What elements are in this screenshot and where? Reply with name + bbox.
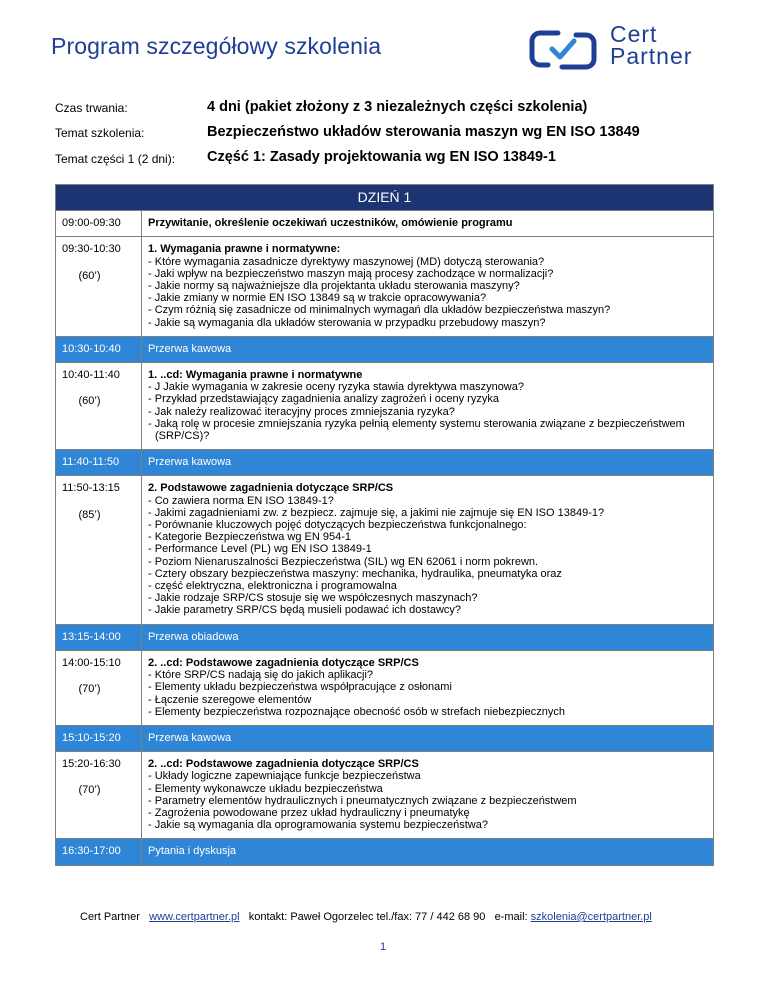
footer: [80, 911, 652, 923]
document-title: Program szczegółowy szkolenia: [51, 33, 382, 59]
logo-text-cert: Cert: [610, 21, 658, 47]
topic-item: - Jaką rolę w procesie zmniejszania ryzyka pełnią elementy systemu sterowania związane z bezpieczeństwem (SRP/CS)?: [148, 418, 707, 442]
break-label: Przerwa kawowa: [142, 450, 714, 476]
schedule-row: [56, 211, 714, 237]
topic-item: - Czym różnią się zasadnicze od minimalnych wymagań dla układów bezpieczeństwa maszyn?: [148, 304, 707, 316]
schedule-row: [56, 752, 714, 839]
session-duration: (70’): [78, 784, 101, 797]
schedule-table: [55, 184, 714, 866]
session-duration: (70’): [78, 683, 101, 696]
topic-list: [148, 495, 707, 617]
topic-item: - Porównanie kluczowych pojęć dotyczących bezpieczeństwa funkcjonalnego:: [148, 519, 707, 531]
topic-item: - Jaki wpływ na bezpieczeństwo maszyn mają procesy zachodzące w normalizacji?: [148, 268, 707, 280]
topic-item: - Które wymagania zasadnicze dyrektywy maszynowej (MD) dotyczą sterowania?: [148, 256, 707, 268]
topic-item: - Jakimi zagadnieniami zw. z bezpiecz. zajmuje się, a jakimi nie zajmuje się EN ISO 13849-1?: [148, 507, 707, 519]
topic-item: - Performance Level (PL) wg EN ISO 13849-1: [148, 543, 707, 555]
session-title: Przywitanie, określenie oczekiwań uczestników, omówienie programu: [148, 217, 513, 230]
day-header-row: [56, 185, 714, 211]
break-label: Przerwa kawowa: [142, 725, 714, 751]
topic-item: - Jakie są wymagania dla układów sterowania w przypadku przebudowy maszyn?: [148, 317, 707, 329]
duration-label: Czas trwania:: [55, 101, 128, 115]
time-slot: 10:30-10:40: [56, 336, 142, 362]
schedule-row: [56, 650, 714, 725]
time-slot: 14:00-15:10: [62, 656, 121, 669]
duration-value: 4 dni (pakiet złożony z 3 niezależnych części szkolenia): [207, 99, 588, 115]
session-title: 2. Podstawowe zagadnienia dotyczące SRP/CS: [148, 482, 394, 495]
topic-item: - Elementy bezpieczeństwa rozpoznające obecność osób w strefach niebezpiecznych: [148, 706, 707, 718]
topic-item: - Jak należy realizować iteracyjny proces zmniejszania ryzyka?: [148, 406, 707, 418]
session-duration: (60’): [78, 395, 101, 408]
topic-item: - Jakie parametry SRP/CS będą musieli podawać ich dostawcy?: [148, 604, 707, 616]
break-label: Przerwa obiadowa: [142, 624, 714, 650]
topic-item: - Kategorie Bezpieczeństwa wg EN 954-1: [148, 531, 707, 543]
day-title: DZIEŃ 1: [56, 185, 714, 211]
logo-text-partner: Partner: [610, 43, 693, 69]
topic-item: - Jakie zmiany w normie EN ISO 13849 są w trakcie opracowywania?: [148, 292, 707, 304]
time-slot: 10:40-11:40: [62, 369, 120, 382]
training-topic-value: Bezpieczeństwo układów sterowania maszyn wg EN ISO 13849: [207, 124, 640, 140]
topic-item: - Jakie normy są najważniejsze dla projektanta układu sterowania maszyny?: [148, 280, 707, 292]
topic-list: [148, 669, 707, 718]
topic-item: - Jakie są wymagania dla oprogramowania systemu bezpieczeństwa?: [148, 819, 707, 831]
topic-item: - Poziom Nienaruszalności Bezpieczeństwa (SIL) wg EN 62061 i norm pokrewn.: [148, 556, 707, 568]
schedule-row: [56, 237, 714, 336]
time-slot: 15:20-16:30: [62, 758, 121, 771]
time-slot: 09:00-09:30: [56, 211, 142, 237]
topic-list: [148, 256, 707, 329]
topic-item: - Które SRP/CS nadają się do jakich aplikacji?: [148, 669, 707, 681]
schedule-row: [56, 476, 714, 624]
training-topic-label: Temat szkolenia:: [55, 126, 145, 140]
topic-item: - Elementy układu bezpieczeństwa współpracujące z osłonami: [148, 681, 707, 693]
website-link[interactable]: www.certpartner.pl: [149, 911, 240, 923]
topic-item: - Zagrożenia powodowane przez układ hydrauliczny i pneumatykę: [148, 807, 707, 819]
topic-item: - J Jakie wymagania w zakresie oceny ryzyka stawia dyrektywa maszynowa?: [148, 381, 707, 393]
session-title: 1. ..cd: Wymagania prawne i normatywne: [148, 369, 363, 382]
session-title: 2. ..cd: Podstawowe zagadnienia dotyczące SRP/CS: [148, 758, 419, 771]
time-slot: 16:30-17:00: [56, 839, 142, 865]
footer-company: Cert Partner: [80, 911, 140, 923]
cert-partner-logo: [528, 21, 723, 75]
topic-item: - Co zawiera norma EN ISO 13849-1?: [148, 495, 707, 507]
break-row: [56, 725, 714, 751]
topic-item: - Jakie rodzaje SRP/CS stosuje się we współczesnych maszynach?: [148, 592, 707, 604]
break-label: Przerwa kawowa: [142, 336, 714, 362]
schedule-row: [56, 363, 714, 450]
time-slot: 13:15-14:00: [56, 624, 142, 650]
topic-item: - Układy logiczne zapewniające funkcje bezpieczeństwa: [148, 770, 707, 782]
time-slot: 15:10-15:20: [56, 725, 142, 751]
session-title: 2. ..cd: Podstawowe zagadnienia dotyczące SRP/CS: [148, 656, 419, 669]
break-row: [56, 336, 714, 362]
topic-list: [148, 770, 707, 831]
session-duration: (60’): [78, 269, 101, 282]
break-label: Pytania i dyskusja: [142, 839, 714, 865]
part-topic-label: Temat części 1 (2 dni):: [55, 152, 176, 166]
break-row: [56, 624, 714, 650]
topic-item: - Elementy wykonawcze układu bezpieczeństwa: [148, 783, 707, 795]
topic-item: - Parametry elementów hydraulicznych i pneumatycznych związane z bezpieczeństwem: [148, 795, 707, 807]
footer-email-label: e-mail:: [494, 911, 528, 923]
break-row: [56, 839, 714, 865]
time-slot: 09:30-10:30: [62, 243, 121, 256]
topic-item: - część elektryczna, elektroniczna i programowalna: [148, 580, 707, 592]
part-topic-value: Część 1: Zasady projektowania wg EN ISO 13849-1: [207, 149, 556, 165]
session-title: 1. Wymagania prawne i normatywne:: [148, 243, 341, 256]
email-link[interactable]: szkolenia@certpartner.pl: [530, 911, 652, 923]
topic-item: - Cztery obszary bezpieczeństwa maszyny: mechanika, hydraulika, pneumatyka oraz: [148, 568, 707, 580]
topic-list: [148, 381, 707, 442]
footer-contact: kontakt: Paweł Ogorzelec tel./fax: 77 / 442 68 90: [248, 911, 486, 923]
topic-item: - Przykład przedstawiający zagadnienia analizy zagrożeń i oceny ryzyka: [148, 393, 707, 405]
topic-item: - Łączenie szeregowe elementów: [148, 694, 707, 706]
break-row: [56, 450, 714, 476]
session-duration: (85’): [78, 508, 101, 521]
page-number: 1: [380, 941, 387, 953]
time-slot: 11:40-11:50: [56, 450, 142, 476]
time-slot: 11:50-13:15: [62, 482, 120, 495]
checkmark-logo-icon: [528, 27, 604, 75]
